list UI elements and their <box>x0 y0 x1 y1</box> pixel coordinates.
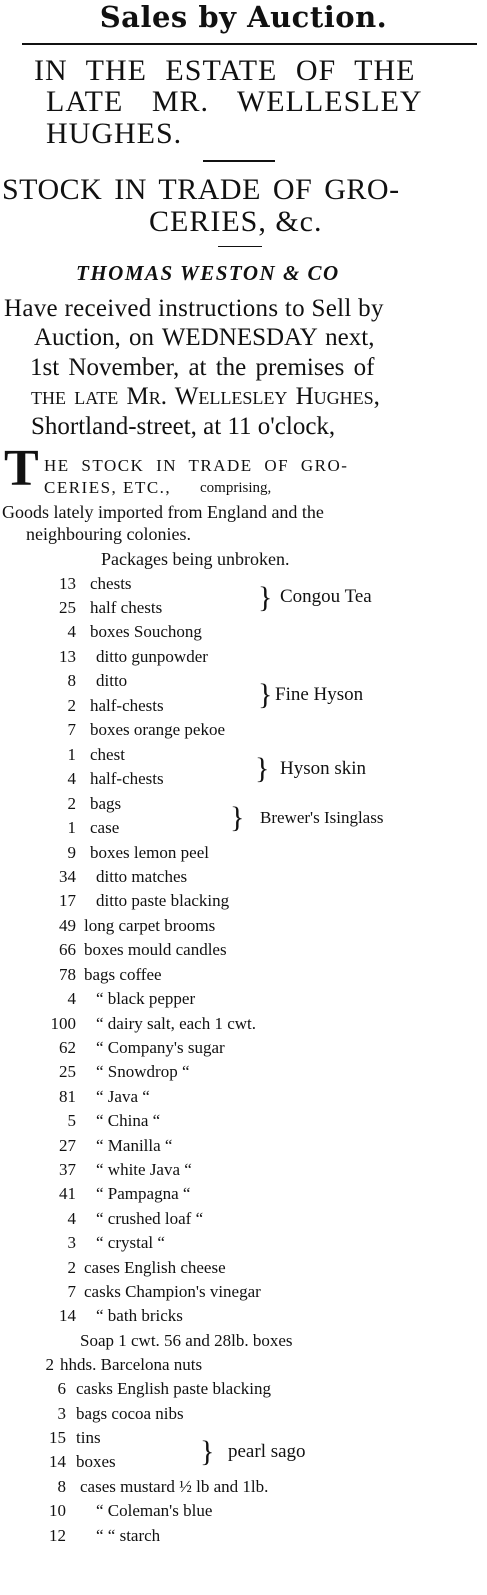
heading-line-1: IN THE ESTATE OF THE <box>34 54 416 87</box>
group-label-fine-hyson: Fine Hyson <box>275 684 364 705</box>
list-item: tins <box>76 1428 101 1447</box>
intro-line-1: Have received instructions to Sell by <box>4 295 384 322</box>
subheading-rule <box>218 246 262 247</box>
list-item: boxes orange pekoe <box>90 720 226 739</box>
list-item-qty: 15 <box>49 1428 66 1447</box>
group-label-hyson-skin: Hyson skin <box>280 758 367 779</box>
list-item-qty: 4 <box>67 622 76 641</box>
list-item-qty: 49 <box>59 916 76 935</box>
list-item: “ crystal “ <box>96 1233 165 1252</box>
list-item-qty: 13 <box>59 647 76 666</box>
list-item: “ “ starch <box>96 1526 161 1545</box>
stock-line-5: Packages being unbroken. <box>101 549 290 569</box>
list-item-qty: 2 <box>67 1258 76 1277</box>
list-item: “ bath bricks <box>96 1306 183 1325</box>
list-item-qty: 7 <box>67 720 76 739</box>
list-item: ditto <box>96 671 128 690</box>
list-item-qty: 41 <box>59 1184 76 1203</box>
list-item-qty: 12 <box>49 1526 66 1545</box>
list-item-qty: 25 <box>59 598 76 617</box>
list-item: boxes lemon peel <box>90 843 209 862</box>
list-item: “ Company's sugar <box>96 1038 225 1057</box>
list-item-qty: 4 <box>67 989 76 1008</box>
heading-rule <box>203 160 275 162</box>
intro-line-5: Shortland-street, at 11 o'clock, <box>31 413 336 440</box>
list-item: “ China “ <box>96 1111 161 1130</box>
stock-line-2b: comprising, <box>200 480 272 496</box>
list-item: case <box>90 818 120 837</box>
intro-line-3: 1st November, at the premises of <box>30 354 375 381</box>
list-item-qty: 10 <box>49 1501 66 1520</box>
list-item-qty: 7 <box>67 1282 76 1301</box>
list-item: cases English cheese <box>84 1258 226 1277</box>
list-item: bags <box>90 794 122 813</box>
brace-pearl-sago: } <box>200 1435 215 1468</box>
list-item: chest <box>90 745 125 764</box>
list-item: “ Snowdrop “ <box>96 1062 190 1081</box>
group-label-brewers-isinglass: Brewer's Isinglass <box>260 808 384 827</box>
list-item-qty: 5 <box>67 1111 76 1130</box>
group-label-pearl-sago: pearl sago <box>228 1441 306 1462</box>
list-item-qty: 2 <box>67 794 76 813</box>
list-item-qty: 3 <box>57 1404 66 1423</box>
list-item: half-chests <box>90 696 164 715</box>
list-item: “ dairy salt, each 1 cwt. <box>96 1014 257 1033</box>
list-item-qty: 3 <box>67 1233 76 1252</box>
heading-line-3: HUGHES. <box>46 117 183 150</box>
subheading-line-1: STOCK IN TRADE OF GRO- <box>2 173 400 206</box>
list-item-qty: 78 <box>59 965 76 984</box>
list-item: ditto paste blacking <box>96 891 230 910</box>
list-item: Soap 1 cwt. 56 and 28lb. boxes <box>80 1331 293 1350</box>
list-item-qty: 4 <box>67 1209 76 1228</box>
subheading-line-2: CERIES, &c. <box>149 205 323 238</box>
list-item-qty: 8 <box>67 671 76 690</box>
list-item: bags coffee <box>84 965 162 984</box>
group-label-congou-tea: Congou Tea <box>280 586 372 607</box>
list-item: cases mustard ½ lb and 1lb. <box>80 1477 269 1496</box>
list-item: “ Java “ <box>96 1087 150 1106</box>
list-item: boxes Souchong <box>90 622 202 641</box>
list-item-qty: 14 <box>59 1306 76 1325</box>
intro-line-4: the late Mr. Wellesley Hughes, <box>31 383 380 410</box>
list-item: ditto matches <box>96 867 188 886</box>
list-item-qty: 2 <box>45 1355 54 1374</box>
stock-line-1: HE STOCK IN TRADE OF GRO- <box>44 456 349 475</box>
list-item-qty: 9 <box>67 843 76 862</box>
list-item: chests <box>90 574 132 593</box>
list-item-qty: 8 <box>57 1477 66 1496</box>
drop-cap: T <box>4 440 39 497</box>
list-item-qty: 17 <box>59 891 76 910</box>
list-item-qty: 34 <box>59 867 76 886</box>
list-item-qty: 6 <box>57 1379 66 1398</box>
list-item-qty: 13 <box>59 574 76 593</box>
intro-line-2: Auction, on WEDNESDAY next, <box>34 324 375 351</box>
list-item: bags cocoa nibs <box>76 1404 184 1423</box>
list-item: boxes <box>76 1452 116 1471</box>
auctioneer-firm: THOMAS WESTON & CO <box>76 261 340 285</box>
list-item: “ white Java “ <box>96 1160 192 1179</box>
list-item-qty: 14 <box>49 1452 66 1471</box>
list-item: half-chests <box>90 769 164 788</box>
list-item: ditto gunpowder <box>96 647 208 666</box>
list-item: half chests <box>90 598 163 617</box>
list-item: hhds. Barcelona nuts <box>60 1355 203 1374</box>
masthead-rule <box>22 43 477 45</box>
list-item: “ Pampagna “ <box>96 1184 191 1203</box>
list-item: “ crushed loaf “ <box>96 1209 204 1228</box>
list-item-qty: 4 <box>67 769 76 788</box>
list-item-qty: 62 <box>59 1038 76 1057</box>
list-item-qty: 37 <box>59 1160 76 1179</box>
list-item-qty: 25 <box>59 1062 76 1081</box>
list-item-qty: 100 <box>50 1014 76 1033</box>
list-item-qty: 2 <box>67 696 76 715</box>
list-item: “ black pepper <box>96 989 196 1008</box>
list-item: “ Manilla “ <box>96 1136 173 1155</box>
brace-isinglass: } <box>230 801 245 834</box>
brace-congou: } <box>258 581 273 614</box>
list-item-qty: 1 <box>67 745 76 764</box>
list-item-qty: 1 <box>67 818 76 837</box>
list-item: “ Coleman's blue <box>96 1501 213 1520</box>
stock-line-2a: CERIES, ETC., <box>44 478 172 497</box>
list-item-qty: 27 <box>59 1136 76 1155</box>
brace-fine-hyson: } <box>258 678 273 711</box>
list-item: casks Champion's vinegar <box>84 1282 261 1301</box>
stock-line-4: neighbouring colonies. <box>26 524 191 544</box>
list-item-qty: 66 <box>59 940 76 959</box>
stock-line-3: Goods lately imported from England and the <box>2 502 324 522</box>
brace-hyson-skin: } <box>255 752 270 785</box>
list-item: boxes mould candles <box>84 940 227 959</box>
list-item: long carpet brooms <box>84 916 216 935</box>
heading-line-2: LATE MR. WELLESLEY <box>46 85 423 118</box>
list-item: casks English paste blacking <box>76 1379 271 1398</box>
list-item-qty: 81 <box>59 1087 76 1106</box>
masthead: Sales by Auction. <box>99 0 388 34</box>
